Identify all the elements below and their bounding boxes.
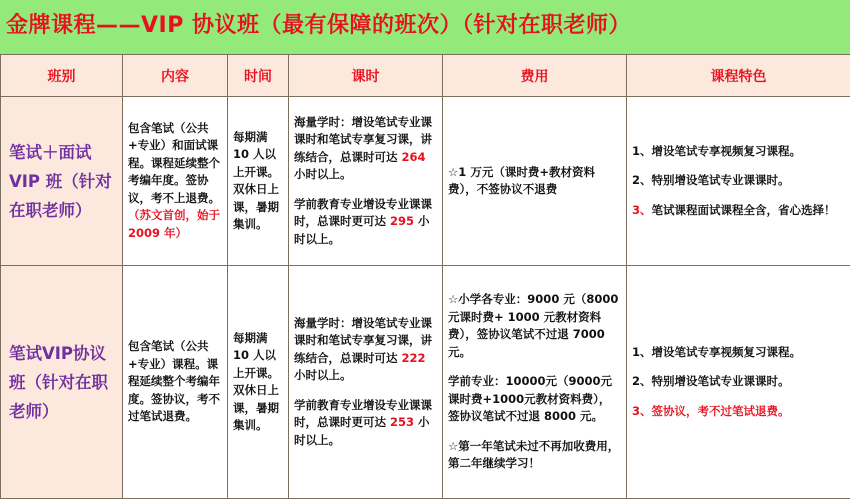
content-text: 包含笔试（公共+专业）和面试课程。课程延续整个考编年度。签协议，考不上退费。 [128,121,220,205]
class-name: 笔试VIP协议班（针对在职老师） [1,266,123,499]
hours-paragraph-2 [294,196,437,249]
fee-cell [443,97,627,266]
header-fee: 费用 [443,55,627,97]
hours-cell [289,266,443,499]
time-cell [228,97,289,266]
feature-item: 2、特别增设笔试专业课课时。 [632,172,845,190]
hours-cell [289,97,443,266]
hours-suffix: 小时以上。 [294,415,430,447]
course-table [0,54,850,499]
header-row [1,55,850,97]
features-cell [627,97,850,266]
hours-suffix: 小时以上。 [294,368,352,382]
hours-text: 学前教育专业增设专业课课时，总课时更可达 [294,398,432,430]
features-cell [627,266,850,499]
content-cell [123,266,228,499]
hours-number: 253 [390,415,414,429]
fee-paragraph: ☆小学各专业：9000 元（8000 元课时费+ 1000 元教材资料费），签协议笔试不过退 7000 元。 [448,291,621,361]
hours-text: 海量学时：增设笔试专业课课时和笔试专享复习课，讲练结合，总课时可达 [294,316,432,365]
header-time: 时间 [228,55,289,97]
fee-text: ☆1 万元（课时费+教材资料费），不签协议不退费 [443,164,626,199]
fee-paragraph: ☆第一年笔试未过不再加收费用，第二年继续学习！ [448,438,621,473]
content-cell [123,97,228,266]
class-name: 笔试＋面试 VIP 班（针对在职老师） [1,97,123,266]
feature-text: 笔试课程面试课程全含，省心选择！ [652,203,836,217]
content-text: 包含笔试（公共+专业）课程。课程延续整个考编年度。签协议，考不过笔试退费。 [123,338,227,426]
feature-item: 1、增设笔试专享视频复习课程。 [632,344,845,362]
hours-number: 222 [402,351,426,365]
feature-item: 3、签协议，考不过笔试退费。 [632,403,845,421]
table-row [1,266,850,499]
hours-paragraph-1 [294,315,437,385]
page-title: 金牌课程——VIP 协议班（最有保障的班次）（针对在职老师） [6,6,631,46]
table-row [1,97,850,266]
feature-item [632,202,845,220]
header-content: 内容 [123,55,228,97]
time-cell [228,266,289,499]
hours-text: 海量学时：增设笔试专业课课时和笔试专享复习课，讲练结合，总课时可达 [294,115,432,164]
feature-item: 1、增设笔试专享视频复习课程。 [632,143,845,161]
fee-cell [443,266,627,499]
hours-number: 264 [402,150,426,164]
fee-paragraph: 学前专业：10000元（9000元课时费+1000元教材资料费），签协议笔试不过退 8000 元。 [448,373,621,426]
hours-text: 学前教育专业增设专业课课时，总课时更可达 [294,197,432,229]
feature-item: 2、特别增设笔试专业课课时。 [632,373,845,391]
hours-number: 295 [390,214,414,228]
header-hours: 课时 [289,55,443,97]
time-text: 每期满 10 人以上开课。双休日上课，暑期集训。 [228,129,288,234]
feature-number: 3、 [632,203,652,217]
hours-paragraph-1 [294,114,437,184]
hours-paragraph-2 [294,397,437,450]
content-highlight: （苏文首创，始于 2009 年） [128,208,220,240]
header-class: 班别 [1,55,123,97]
hours-suffix: 小时以上。 [294,167,352,181]
hours-suffix: 小时以上。 [294,214,430,246]
time-text: 每期满 10 人以上开课。双休日上课，暑期集训。 [228,330,288,435]
header-features: 课程特色 [627,55,850,97]
